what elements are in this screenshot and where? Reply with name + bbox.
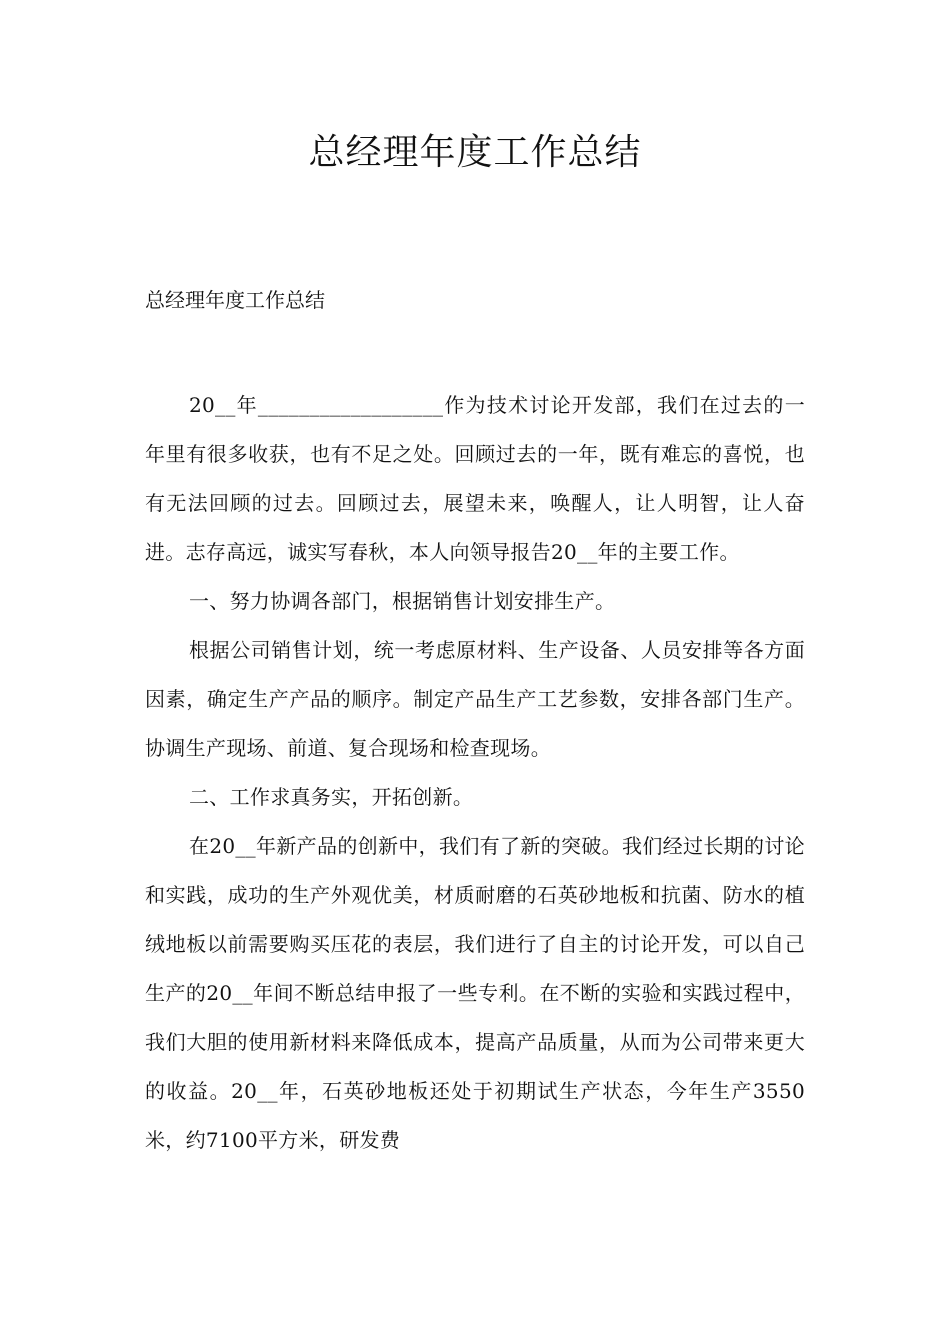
paragraph-intro: 20__年__________________作为技术讨论开发部，我们在过去的一年里有很多收获，也有不足之处。回顾过去的一年，既有难忘的喜悦，也有无法回顾的过去。回顾过去，展望未来，唤醒人，让人明智，让人奋进。志存高远，诚实写春秋，本人向领导报告20__年的主要工作。 (145, 393, 805, 564)
document-title: 总经理年度工作总结 (308, 132, 642, 173)
paragraph-section-1: 根据公司销售计划，统一考虑原材料、生产设备、人员安排等各方面因素，确定生产产品的顺序。制定产品生产工艺参数，安排各部门生产。协调生产现场、前道、复合现场和检查现场。 (145, 638, 805, 760)
document-body (145, 381, 805, 1165)
section-heading-2: 二、工作求真务实，开拓创新。 (189, 785, 474, 809)
section-heading-1: 一、努力协调各部门，根据销售计划安排生产。 (189, 589, 616, 613)
paragraph-section-2: 在20__年新产品的创新中，我们有了新的突破。我们经过长期的讨论和实践，成功的生产外观优美，材质耐磨的石英砂地板和抗菌、防水的植绒地板以前需要购买压花的表层，我们进行了自主的讨论开发，可以自己生产的20__年间不断总结申报了一些专利。在不断的实验和实践过程中，我们大胆的使用新材料来降低成本，提高产品质量，从而为公司带来更大的收益。20__年，石英砂地板还处于初期试生产状态，今年生产3550米，约7100平方米，研发费 (145, 834, 805, 1152)
document-subtitle: 总经理年度工作总结 (145, 288, 325, 312)
